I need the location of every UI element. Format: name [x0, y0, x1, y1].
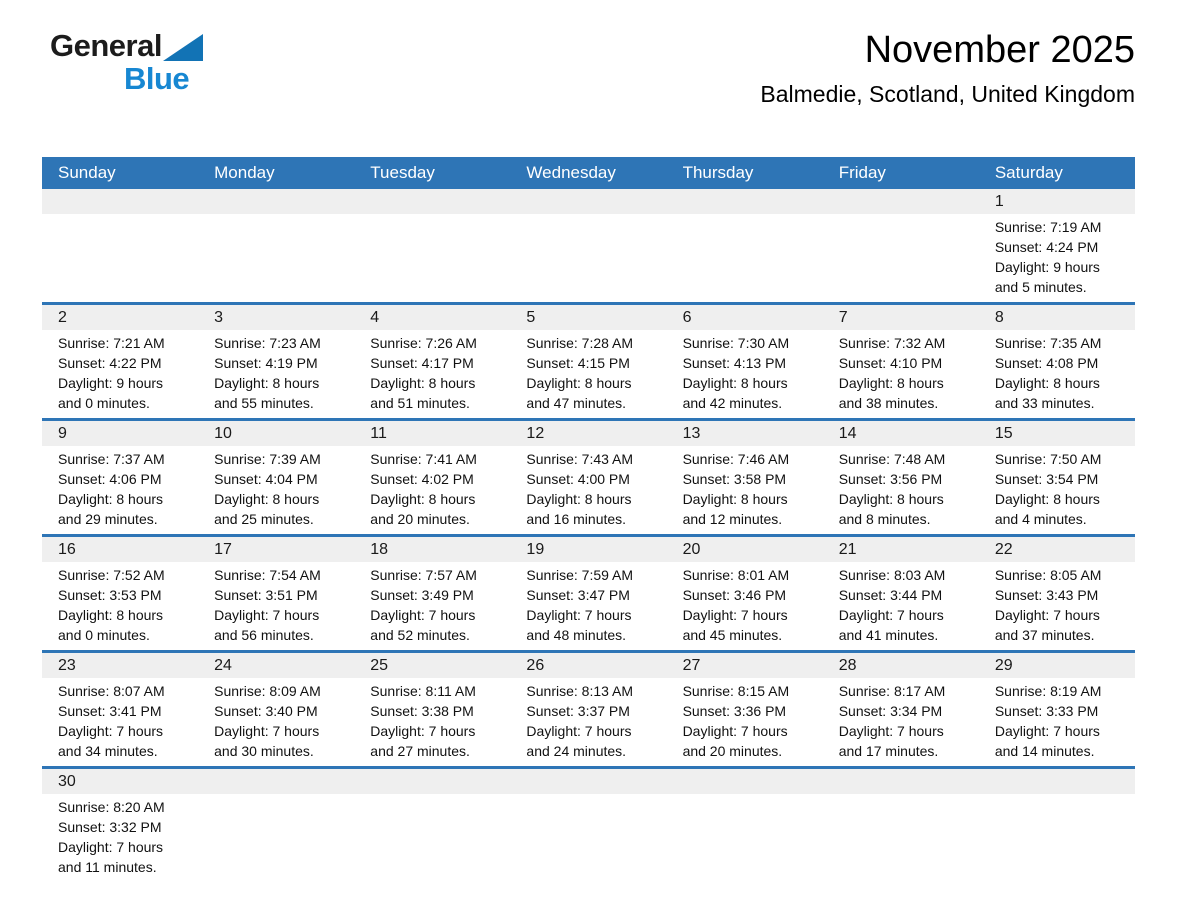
sunrise-text: Sunrise: 7:52 AM [58, 567, 165, 583]
day-number: 22 [994, 541, 1013, 558]
sunrise-text: Sunrise: 8:01 AM [682, 567, 790, 583]
weekday-header-thursday: Thursday [682, 163, 754, 182]
day-number: 1 [994, 193, 1004, 210]
day-number: 17 [214, 541, 232, 558]
day-cell [510, 653, 666, 766]
daylight-text: Daylight: 7 hours and 52 minutes. [370, 607, 476, 643]
day-cell [354, 305, 510, 418]
sunset-text: Sunset: 3:46 PM [682, 587, 787, 603]
sunset-text: Sunset: 4:13 PM [682, 355, 787, 371]
sunrise-text: Sunrise: 8:09 AM [214, 683, 321, 699]
daylight-text: Daylight: 7 hours and 48 minutes. [526, 607, 632, 643]
day-number: 11 [370, 425, 387, 442]
sunset-text: Sunset: 4:00 PM [526, 471, 630, 487]
daylight-text: Daylight: 7 hours and 20 minutes. [682, 723, 788, 759]
day-cell [42, 537, 198, 650]
week-row [42, 189, 1135, 305]
sunrise-text: Sunrise: 7:28 AM [526, 335, 634, 351]
daylight-text: Daylight: 7 hours and 34 minutes. [58, 723, 164, 759]
sunrise-text: Sunrise: 7:35 AM [994, 335, 1102, 351]
daylight-text: Daylight: 8 hours and 55 minutes. [214, 375, 320, 411]
sunrise-text: Sunrise: 8:17 AM [838, 683, 946, 699]
day-cell [510, 769, 666, 882]
sunrise-text: Sunrise: 8:20 AM [58, 799, 165, 815]
day-cell [198, 189, 354, 302]
day-number: 29 [994, 657, 1013, 674]
logo-text-blue: Blue [124, 61, 190, 96]
day-number: 4 [370, 309, 380, 326]
sunset-text: Sunset: 3:32 PM [58, 819, 162, 835]
week-row [42, 537, 1135, 653]
day-cell [198, 421, 354, 534]
sunset-text: Sunset: 4:02 PM [370, 471, 474, 487]
daylight-text: Daylight: 8 hours and 16 minutes. [526, 491, 632, 527]
weekday-header-friday: Friday [838, 163, 886, 182]
day-number: 26 [526, 657, 545, 674]
day-cell [667, 189, 823, 302]
sunrise-text: Sunrise: 7:30 AM [682, 335, 790, 351]
daylight-text: Daylight: 7 hours and 11 minutes. [58, 839, 164, 875]
weekday-header-row [42, 157, 1135, 189]
sunset-text: Sunset: 3:37 PM [526, 703, 630, 719]
day-cell [354, 189, 510, 302]
day-cell [823, 769, 979, 882]
daylight-text: Daylight: 8 hours and 4 minutes. [994, 491, 1100, 527]
day-cell [42, 653, 198, 766]
daylight-text: Daylight: 7 hours and 14 minutes. [994, 723, 1100, 759]
sunset-text: Sunset: 3:49 PM [370, 587, 474, 603]
daylight-text: Daylight: 7 hours and 27 minutes. [370, 723, 476, 759]
day-number: 5 [526, 309, 536, 326]
logo-text-general: General [50, 28, 162, 63]
day-cell [667, 421, 823, 534]
daylight-text: Daylight: 8 hours and 12 minutes. [682, 491, 788, 527]
sunset-text: Sunset: 3:34 PM [838, 703, 943, 719]
sunset-text: Sunset: 3:41 PM [58, 703, 162, 719]
day-cell [667, 537, 823, 650]
sunrise-text: Sunrise: 7:48 AM [838, 451, 946, 467]
daylight-text: Daylight: 7 hours and 45 minutes. [682, 607, 788, 643]
day-cell [510, 537, 666, 650]
sunset-text: Sunset: 3:43 PM [994, 587, 1099, 603]
daylight-text: Daylight: 8 hours and 29 minutes. [58, 491, 164, 527]
sunrise-text: Sunrise: 7:21 AM [58, 335, 165, 351]
sunset-text: Sunset: 3:56 PM [838, 471, 943, 487]
day-number: 2 [58, 309, 67, 326]
day-cell [198, 537, 354, 650]
day-cell [667, 305, 823, 418]
page-header [42, 0, 1135, 157]
weekday-header-sunday: Sunday [58, 163, 116, 182]
day-number: 18 [370, 541, 389, 558]
day-cell [354, 421, 510, 534]
sunset-text: Sunset: 3:51 PM [214, 587, 318, 603]
daylight-text: Daylight: 8 hours and 38 minutes. [838, 375, 944, 411]
sunset-text: Sunset: 3:38 PM [370, 703, 474, 719]
day-number: 15 [994, 425, 1013, 442]
daylight-text: Daylight: 7 hours and 17 minutes. [838, 723, 944, 759]
week-row [42, 305, 1135, 421]
day-cell [198, 305, 354, 418]
day-cell [510, 421, 666, 534]
day-cell [667, 769, 823, 882]
day-number: 14 [838, 425, 857, 442]
sunrise-text: Sunrise: 7:59 AM [526, 567, 634, 583]
day-number: 30 [58, 773, 76, 790]
day-number: 19 [526, 541, 545, 558]
daylight-text: Daylight: 8 hours and 42 minutes. [682, 375, 788, 411]
sunrise-text: Sunrise: 8:07 AM [58, 683, 165, 699]
daylight-text: Daylight: 8 hours and 8 minutes. [838, 491, 944, 527]
day-cell [823, 653, 979, 766]
sunset-text: Sunset: 4:15 PM [526, 355, 630, 371]
sunrise-text: Sunrise: 7:50 AM [994, 451, 1102, 467]
sunset-text: Sunset: 3:33 PM [994, 703, 1099, 719]
day-number: 27 [682, 657, 701, 674]
day-cell [198, 769, 354, 882]
weekday-header-wednesday: Wednesday [526, 163, 616, 182]
sunrise-text: Sunrise: 8:03 AM [838, 567, 946, 583]
day-cell [42, 189, 198, 302]
day-number: 9 [58, 425, 67, 442]
sunrise-text: Sunrise: 8:05 AM [994, 567, 1102, 583]
sunset-text: Sunset: 4:24 PM [994, 239, 1099, 255]
day-number: 16 [58, 541, 76, 558]
daylight-text: Daylight: 7 hours and 30 minutes. [214, 723, 320, 759]
day-cell [823, 189, 979, 302]
day-number: 13 [682, 425, 701, 442]
sunset-text: Sunset: 4:19 PM [214, 355, 318, 371]
daylight-text: Daylight: 7 hours and 56 minutes. [214, 607, 320, 643]
sunset-text: Sunset: 4:06 PM [58, 471, 162, 487]
general-blue-logo [50, 30, 203, 94]
sunset-text: Sunset: 4:22 PM [58, 355, 162, 371]
sunrise-text: Sunrise: 7:26 AM [370, 335, 477, 351]
day-cell [510, 189, 666, 302]
daylight-text: Daylight: 8 hours and 25 minutes. [214, 491, 320, 527]
calendar-grid [42, 189, 1135, 882]
day-number: 24 [214, 657, 232, 674]
day-number: 8 [994, 309, 1004, 326]
daylight-text: Daylight: 8 hours and 0 minutes. [58, 607, 164, 643]
sunset-text: Sunset: 3:36 PM [682, 703, 787, 719]
sunrise-text: Sunrise: 7:54 AM [214, 567, 321, 583]
day-cell [198, 653, 354, 766]
sunrise-text: Sunrise: 7:32 AM [838, 335, 946, 351]
sunset-text: Sunset: 3:54 PM [994, 471, 1099, 487]
day-number: 6 [682, 309, 692, 326]
sunrise-text: Sunrise: 7:43 AM [526, 451, 634, 467]
sunrise-text: Sunrise: 8:19 AM [994, 683, 1102, 699]
sunset-text: Sunset: 4:17 PM [370, 355, 474, 371]
daylight-text: Daylight: 7 hours and 37 minutes. [994, 607, 1100, 643]
weekday-header-saturday: Saturday [994, 163, 1063, 182]
weekday-header-tuesday: Tuesday [370, 163, 435, 182]
day-number: 12 [526, 425, 545, 442]
daylight-text: Daylight: 9 hours and 5 minutes. [994, 259, 1100, 295]
sunset-text: Sunset: 3:58 PM [682, 471, 787, 487]
day-cell [979, 537, 1135, 650]
week-row [42, 653, 1135, 769]
sunrise-text: Sunrise: 7:19 AM [994, 219, 1102, 235]
weekday-header-monday: Monday [214, 163, 275, 182]
sunset-text: Sunset: 3:53 PM [58, 587, 162, 603]
sunset-text: Sunset: 4:08 PM [994, 355, 1099, 371]
daylight-text: Daylight: 7 hours and 24 minutes. [526, 723, 632, 759]
day-cell [42, 305, 198, 418]
week-row [42, 421, 1135, 537]
sunrise-text: Sunrise: 7:46 AM [682, 451, 790, 467]
sunrise-text: Sunrise: 8:13 AM [526, 683, 634, 699]
day-cell [979, 421, 1135, 534]
day-cell [354, 537, 510, 650]
daylight-text: Daylight: 8 hours and 47 minutes. [526, 375, 632, 411]
sunrise-text: Sunrise: 8:11 AM [370, 683, 476, 699]
day-cell [979, 653, 1135, 766]
day-cell [823, 305, 979, 418]
day-cell [823, 537, 979, 650]
day-cell [979, 189, 1135, 302]
day-cell [667, 653, 823, 766]
daylight-text: Daylight: 8 hours and 51 minutes. [370, 375, 476, 411]
day-number: 3 [214, 309, 224, 326]
day-number: 20 [682, 541, 701, 558]
day-number: 23 [58, 657, 76, 674]
day-number: 7 [838, 309, 848, 326]
day-number: 25 [370, 657, 389, 674]
day-cell [979, 769, 1135, 882]
week-row [42, 769, 1135, 882]
daylight-text: Daylight: 9 hours and 0 minutes. [58, 375, 164, 411]
sunrise-text: Sunrise: 7:57 AM [370, 567, 477, 583]
sunrise-text: Sunrise: 7:39 AM [214, 451, 321, 467]
daylight-text: Daylight: 8 hours and 33 minutes. [994, 375, 1100, 411]
daylight-text: Daylight: 8 hours and 20 minutes. [370, 491, 476, 527]
sunrise-text: Sunrise: 7:37 AM [58, 451, 165, 467]
day-cell [354, 653, 510, 766]
day-cell [42, 769, 198, 882]
day-cell [354, 769, 510, 882]
sunset-text: Sunset: 4:10 PM [838, 355, 943, 371]
month-title: November 2025 [864, 29, 1135, 71]
day-number: 10 [214, 425, 232, 442]
sunrise-text: Sunrise: 7:41 AM [370, 451, 477, 467]
logo-triangle-icon [163, 34, 203, 61]
day-cell [42, 421, 198, 534]
sunset-text: Sunset: 4:04 PM [214, 471, 318, 487]
day-cell [823, 421, 979, 534]
sunset-text: Sunset: 3:44 PM [838, 587, 943, 603]
sunrise-text: Sunrise: 8:15 AM [682, 683, 790, 699]
daylight-text: Daylight: 7 hours and 41 minutes. [838, 607, 944, 643]
day-cell [979, 305, 1135, 418]
location-subtitle: Balmedie, Scotland, United Kingdom [760, 80, 1135, 107]
sunrise-text: Sunrise: 7:23 AM [214, 335, 321, 351]
day-number: 28 [838, 657, 857, 674]
title-block [760, 28, 1135, 111]
day-number: 21 [838, 541, 857, 558]
sunset-text: Sunset: 3:40 PM [214, 703, 318, 719]
day-cell [510, 305, 666, 418]
calendar-page [42, 0, 1135, 882]
sunset-text: Sunset: 3:47 PM [526, 587, 630, 603]
